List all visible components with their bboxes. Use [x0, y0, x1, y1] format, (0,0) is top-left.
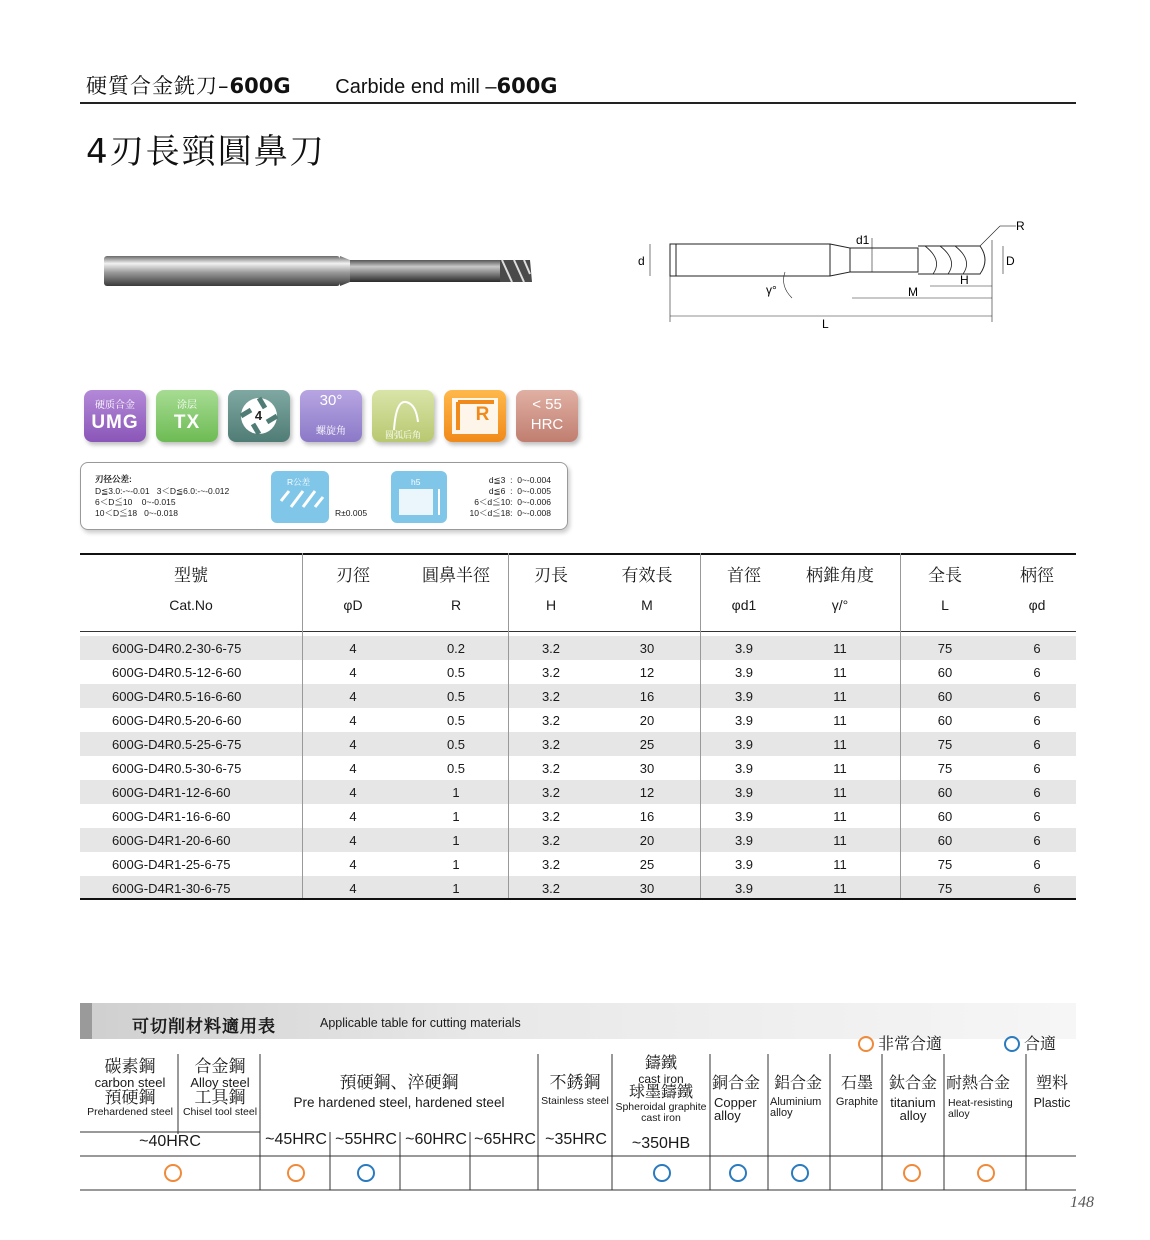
value-cell: 60: [892, 780, 998, 804]
page-header: [86, 70, 558, 100]
spec-table: [80, 553, 1076, 900]
value-cell: 11: [788, 780, 892, 804]
tol-title: 刃径公差:: [95, 474, 132, 484]
value-cell: 6: [1033, 808, 1041, 824]
diag-label-d: d: [638, 254, 645, 268]
value-cell: 6: [998, 828, 1076, 852]
mat-hardened: 預硬鋼、淬硬鋼 Pre hardened steel, hardened steel: [293, 1073, 505, 1110]
very-suitable-icon: [164, 1164, 182, 1182]
value-cell: 11: [833, 760, 847, 776]
cat-no-cell: 600G-D4R1-25-6-75: [112, 856, 231, 872]
value-cell: 3.9: [700, 636, 788, 660]
value-cell: 75: [937, 760, 953, 776]
value-cell: 11: [788, 876, 892, 900]
suitable-icon: [729, 1164, 747, 1182]
value-cell: 4: [302, 876, 404, 900]
mat-graphite: 石墨 Graphite: [835, 1075, 879, 1108]
hrc-cell: ~45HRC: [265, 1131, 327, 1148]
table-bottom-rule: [80, 898, 1076, 900]
value-cell: 60: [937, 712, 953, 728]
mat-plastic: 塑料 Plastic: [1033, 1075, 1071, 1110]
value-cell: 25: [594, 732, 700, 756]
value-cell: 6: [998, 876, 1076, 900]
hrc-cell: ~40HRC: [139, 1133, 201, 1150]
value-cell: 4: [302, 732, 404, 756]
badge-flutes: 4: [228, 390, 290, 442]
header-row-en: Cat.No φD R H M φd1 γ/° L φd: [169, 597, 1046, 613]
table-row: [80, 780, 1076, 804]
value-cell: 11: [788, 732, 892, 756]
value-cell: 6: [1033, 856, 1041, 872]
value-cell: 75: [892, 636, 998, 660]
value-cell: 4: [349, 712, 357, 728]
cat-no-cell: 600G-D4R0.5-16-6-60: [80, 684, 302, 708]
table-row: [80, 708, 1076, 732]
table-row: [80, 684, 1076, 708]
value-cell: 3.2: [541, 856, 561, 872]
suitable-icon: [653, 1164, 671, 1182]
diag-label-gamma: γ°: [766, 283, 777, 297]
product-subtitle: 4刃長頸圓鼻刀: [86, 132, 326, 172]
value-cell: 20: [594, 828, 700, 852]
value-cell: 30: [639, 760, 655, 776]
hrc-cell: ~60HRC: [405, 1131, 467, 1148]
value-cell: 1: [404, 780, 508, 804]
value-cell: 12: [639, 664, 655, 680]
diag-label-d1: d1: [856, 233, 870, 247]
value-cell: 11: [833, 808, 847, 824]
table-row: [80, 804, 1076, 828]
value-cell: 3.9: [734, 760, 754, 776]
cat-no-cell: 600G-D4R1-12-6-60: [80, 780, 302, 804]
value-cell: 1: [452, 856, 460, 872]
suitable-icon: [357, 1164, 375, 1182]
very-suitable-icon: [287, 1164, 305, 1182]
value-cell: 6: [998, 684, 1076, 708]
value-cell: 4: [349, 856, 357, 872]
mat-alloy: 合金鋼 Alloy steel 工具鋼 Chisel tool steel: [182, 1057, 258, 1119]
header-rule: [80, 102, 1076, 104]
value-cell: 3.2: [541, 760, 561, 776]
value-cell: 12: [594, 780, 700, 804]
very-suitable-icon: [903, 1164, 921, 1182]
value-cell: 30: [594, 636, 700, 660]
table-row: [80, 852, 1076, 876]
value-cell: 4: [302, 636, 404, 660]
col-divider: [700, 553, 701, 898]
header-code-en: 600G: [496, 74, 558, 98]
value-cell: 60: [892, 828, 998, 852]
value-cell: 60: [937, 808, 953, 824]
table-row: [80, 732, 1076, 756]
value-cell: 6: [998, 780, 1076, 804]
end-mill-photo: [100, 230, 540, 310]
value-cell: 60: [937, 664, 953, 680]
feature-badges: [84, 390, 578, 442]
cat-no-cell: 600G-D4R0.5-25-6-75: [80, 732, 302, 756]
diag-label-L: L: [822, 317, 829, 331]
value-cell: 0.5: [404, 684, 508, 708]
value-cell: 25: [639, 856, 655, 872]
value-cell: 3.2: [508, 828, 594, 852]
value-cell: 11: [833, 664, 847, 680]
badge-carbide: 硬质合金 UMG: [84, 390, 146, 442]
cat-no-cell: 600G-D4R0.5-20-6-60: [112, 712, 242, 728]
value-cell: 30: [594, 876, 700, 900]
diag-label-M: M: [908, 285, 918, 299]
mat-stainless: 不銹鋼 Stainless steel: [541, 1073, 609, 1107]
materials-bar-tab: [80, 1003, 92, 1039]
value-cell: 11: [788, 828, 892, 852]
hrc-cell: ~350HB: [631, 1135, 691, 1152]
badge-hardness: < 55 HRC: [516, 390, 578, 442]
materials-title: 可切削材料適用表: [132, 1017, 276, 1037]
mat-carbon: 碳素鋼 carbon steel 預硬鋼 Prehardened steel: [87, 1057, 173, 1119]
mat-titanium: 鈦合金 titanium alloy: [888, 1075, 937, 1124]
cat-no-cell: 600G-D4R0.5-12-6-60: [112, 664, 242, 680]
badge-corner-radius: R: [444, 390, 506, 442]
diag-label-R: R: [1016, 219, 1025, 233]
value-cell: 3.2: [541, 712, 561, 728]
value-cell: 0.5: [404, 732, 508, 756]
value-cell: 3.9: [700, 876, 788, 900]
value-cell: 11: [833, 856, 847, 872]
header-row-cn: 型號 刃徑 圓鼻半徑 刃長 有效長 首徑 柄錐角度 全長 柄徑: [174, 565, 1054, 585]
value-cell: 75: [937, 856, 953, 872]
value-cell: 3.2: [508, 876, 594, 900]
table-row: [80, 660, 1076, 684]
table-row: [80, 756, 1076, 780]
value-cell: 3.9: [734, 808, 754, 824]
mat-cast-iron: 鑄鐵 cast iron 球墨鑄鐵 Spheroidal graphite cast iron: [615, 1055, 707, 1125]
value-cell: 6: [998, 636, 1076, 660]
badge-helix: 30° 螺旋角: [300, 390, 362, 442]
col-divider: [900, 553, 901, 898]
value-cell: 11: [788, 684, 892, 708]
diag-label-H: H: [960, 273, 969, 287]
value-cell: 3.9: [700, 684, 788, 708]
table-row: [80, 828, 1076, 852]
value-cell: 0.5: [446, 712, 466, 728]
value-cell: 4: [302, 780, 404, 804]
col-divider: [508, 553, 509, 898]
cat-no-cell: 600G-D4R0.5-30-6-75: [112, 760, 242, 776]
table-row: [80, 636, 1076, 660]
header-title-cn: 硬質合金銑刀–: [86, 74, 230, 98]
diag-label-D: D: [1006, 254, 1015, 268]
value-cell: 16: [639, 808, 655, 824]
value-cell: 6: [1033, 712, 1041, 728]
page-number: 148: [1070, 1194, 1094, 1211]
value-cell: 3.9: [700, 780, 788, 804]
value-cell: 60: [892, 684, 998, 708]
header-code-cn: 600G: [229, 74, 291, 98]
value-cell: 4: [302, 684, 404, 708]
value-cell: 0.2: [404, 636, 508, 660]
dimension-diagram: [620, 210, 1060, 340]
cat-no-cell: 600G-D4R1-16-6-60: [112, 808, 231, 824]
value-cell: 0.5: [446, 760, 466, 776]
cat-no-cell: 600G-D4R1-20-6-60: [80, 828, 302, 852]
value-cell: 1: [452, 808, 460, 824]
legend-very-suitable: 非常合適: [858, 1031, 942, 1054]
orange-circle-icon: [858, 1036, 874, 1052]
value-cell: 4: [302, 828, 404, 852]
value-cell: 0.5: [446, 664, 466, 680]
value-cell: 20: [639, 712, 655, 728]
cat-no-cell: 600G-D4R1-30-6-75: [80, 876, 302, 900]
hrc-cell: ~55HRC: [335, 1131, 397, 1148]
value-cell: 3.2: [541, 808, 561, 824]
mat-copper: 銅合金 Copper alloy: [712, 1075, 761, 1124]
badge-clearance: 圆弧后角: [372, 390, 434, 442]
value-cell: 3.9: [700, 732, 788, 756]
cat-no-cell: 600G-D4R0.2-30-6-75: [80, 636, 302, 660]
badge-coating: 涂层 TX: [156, 390, 218, 442]
legend-suitable: 合適: [1004, 1031, 1056, 1054]
value-cell: 3.9: [734, 856, 754, 872]
header-title-en: Carbide end mill –: [335, 76, 497, 98]
value-cell: 4: [349, 808, 357, 824]
suitable-icon: [791, 1164, 809, 1182]
materials-subtitle: Applicable table for cutting materials: [320, 1016, 521, 1030]
value-cell: 1: [404, 828, 508, 852]
value-cell: 3.9: [734, 712, 754, 728]
value-cell: 3.9: [734, 664, 754, 680]
hrc-cell: ~65HRC: [474, 1131, 536, 1148]
value-cell: 3.2: [508, 684, 594, 708]
value-cell: 3.9: [700, 828, 788, 852]
mat-heat-resisting: 耐熱合金 Heat-resisting alloy: [946, 1075, 1013, 1120]
value-cell: 6: [1033, 664, 1041, 680]
value-cell: 4: [349, 664, 357, 680]
value-cell: 6: [1033, 760, 1041, 776]
blue-circle-icon: [1004, 1036, 1020, 1052]
table-row: [80, 876, 1076, 900]
col-divider: [302, 553, 303, 898]
mat-aluminium: 鋁合金 Aluminium alloy: [770, 1075, 823, 1120]
tolerance-box: 刃径公差: D≦3.0:-~-0.01 3＜D≦6.0:-~-0.012 6＜D≦10 0~-0.015 10＜D≦18 0~-0.018 R公差 R±0.005 h5 d≦3 : 0~-0.004 d≦6 : 0~-0.005 6＜d≦10: 0~-0.006 10＜d≦18: 0~-0.008: [80, 462, 568, 530]
value-cell: 1: [404, 876, 508, 900]
table-header-rule: [80, 631, 1076, 632]
value-cell: 11: [788, 636, 892, 660]
value-cell: 3.2: [508, 636, 594, 660]
value-cell: 11: [833, 712, 847, 728]
hrc-cell: ~35HRC: [545, 1131, 607, 1148]
value-cell: 75: [892, 876, 998, 900]
value-cell: 75: [892, 732, 998, 756]
value-cell: 6: [998, 732, 1076, 756]
value-cell: 4: [349, 760, 357, 776]
value-cell: 3.2: [508, 732, 594, 756]
value-cell: 16: [594, 684, 700, 708]
very-suitable-icon: [977, 1164, 995, 1182]
value-cell: 3.2: [508, 780, 594, 804]
value-cell: 3.2: [541, 664, 561, 680]
